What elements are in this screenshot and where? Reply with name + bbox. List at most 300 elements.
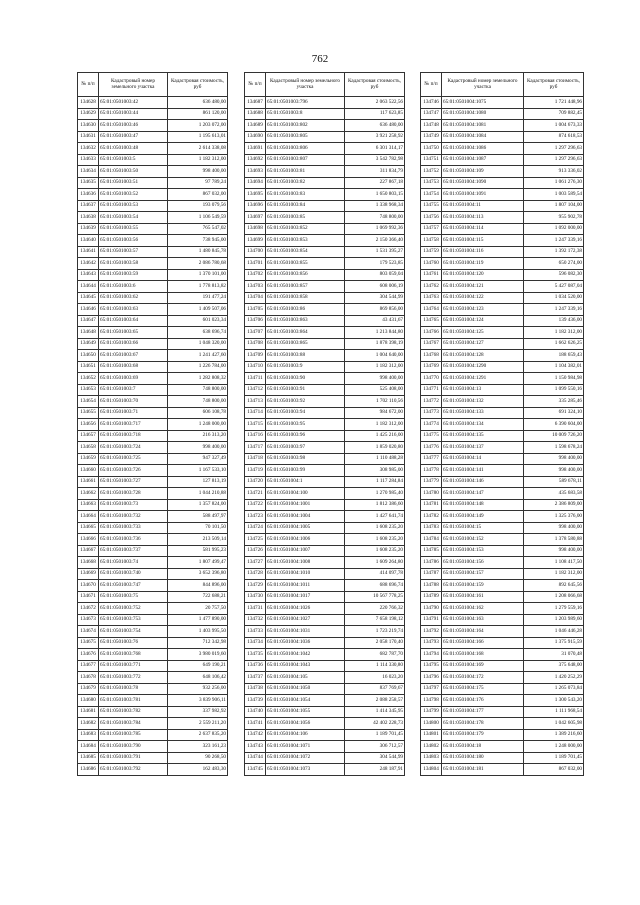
cadastral-value: 2 150 366,40	[345, 235, 405, 247]
cadastral-number: 65:01:0501004:1004	[266, 511, 345, 523]
cadastral-number: 65:01:0501004:172	[442, 672, 524, 684]
cadastral-value: 2 063 522,56	[345, 97, 405, 109]
cadastral-value: 861 120,00	[168, 108, 228, 120]
cadastral-value: 1 117 284,84	[345, 476, 405, 488]
row-number: 134743	[245, 741, 266, 753]
cadastral-number: 65:01:0501003:728	[99, 488, 168, 500]
cadastral-value: 648 106,42	[168, 672, 228, 684]
row-number: 134677	[78, 660, 99, 672]
cadastral-value: 435 683,58	[524, 488, 584, 500]
row-number: 134795	[421, 660, 442, 672]
cadastral-value: 1 150 984,98	[524, 373, 584, 385]
cadastral-value: 3 652 396,80	[168, 568, 228, 580]
cadastral-value: 1 608 235,20	[345, 522, 405, 534]
cadastral-number: 65:01:0501004:141	[442, 465, 524, 477]
cadastral-number: 65:01:0501004:1006	[266, 534, 345, 546]
cadastral-value: 1 608 235,20	[345, 534, 405, 546]
row-number: 134720	[245, 476, 266, 488]
cadastral-value: 1 282 808,32	[168, 373, 228, 385]
row-number: 134635	[78, 177, 99, 189]
row-number: 134715	[245, 419, 266, 431]
table-row	[78, 396, 228, 408]
cadastral-number: 65:01:0501003:791	[99, 752, 168, 764]
table-row	[421, 488, 584, 500]
table-row	[421, 373, 584, 385]
cadastral-value: 998 400,00	[524, 545, 584, 557]
table-row	[421, 143, 584, 155]
cadastral-number: 65:01:0501003:752	[99, 603, 168, 615]
cadastral-value: 947 327,49	[168, 453, 228, 465]
row-number: 134699	[245, 235, 266, 247]
row-number: 134733	[245, 626, 266, 638]
cadastral-value: 2 088 258,57	[345, 695, 405, 707]
row-number: 134703	[245, 281, 266, 293]
cadastral-number: 65:01:0501004:122	[442, 292, 524, 304]
cadastral-number: 65:01:0501004:1291	[442, 373, 524, 385]
cadastral-value: 1 297 296,63	[524, 154, 584, 166]
cadastral-number: 65:01:0501003:852	[266, 223, 345, 235]
row-number: 134782	[421, 511, 442, 523]
row-number: 134748	[421, 120, 442, 132]
cadastral-value: 1 167 533,10	[168, 465, 228, 477]
cadastral-table-1	[77, 72, 228, 776]
table-row	[78, 212, 228, 224]
table-row	[245, 568, 405, 580]
cadastral-value: 1 279 559,16	[524, 603, 584, 615]
row-number: 134745	[245, 764, 266, 776]
cadastral-value: 70 101,50	[168, 522, 228, 534]
cadastral-value: 306 712,57	[345, 741, 405, 753]
table-row	[245, 430, 405, 442]
table-row	[78, 706, 228, 718]
cadastral-value: 1 226 784,00	[168, 361, 228, 373]
row-number: 134780	[421, 488, 442, 500]
row-number: 134740	[245, 706, 266, 718]
table-row	[78, 407, 228, 419]
row-number: 134788	[421, 580, 442, 592]
table-row	[245, 373, 405, 385]
table-row	[421, 315, 584, 327]
cadastral-value: 304 544,99	[345, 292, 405, 304]
table-row	[421, 649, 584, 661]
row-number: 134669	[78, 568, 99, 580]
cadastral-number: 65:01:0501004:115	[442, 235, 524, 247]
cadastral-value: 1 048 320,00	[168, 338, 228, 350]
cadastral-value: 139 436,00	[524, 315, 584, 327]
cadastral-value: 1 608 235,20	[345, 545, 405, 557]
row-number: 134768	[421, 350, 442, 362]
table-row	[421, 120, 584, 132]
row-number: 134632	[78, 143, 99, 155]
table-row	[245, 304, 405, 316]
table-row	[245, 407, 405, 419]
cadastral-value: 1 531 395,27	[345, 246, 405, 258]
row-number: 134674	[78, 626, 99, 638]
table-row	[421, 292, 584, 304]
cadastral-number: 65:01:0501004:128	[442, 350, 524, 362]
cadastral-number: 65:01:0501003:98	[266, 453, 345, 465]
table-row	[78, 545, 228, 557]
cadastral-number: 65:01:0501004:123	[442, 304, 524, 316]
row-number: 134762	[421, 281, 442, 293]
table-row	[78, 304, 228, 316]
table-row	[421, 568, 584, 580]
cadastral-number: 65:01:0501003:46	[99, 120, 168, 132]
table-row	[78, 442, 228, 454]
header-value: Кадастровая стоимость, руб	[345, 73, 405, 97]
row-number: 134712	[245, 384, 266, 396]
cadastral-number: 65:01:0501003:99	[266, 465, 345, 477]
cadastral-value: 1 300 543,20	[524, 695, 584, 707]
cadastral-value: 844 896,00	[168, 580, 228, 592]
cadastral-value: 682 787,70	[345, 649, 405, 661]
cadastral-value: 748 800,00	[345, 212, 405, 224]
cadastral-number: 65:01:0501003:64	[99, 315, 168, 327]
cadastral-number: 65:01:0501004:1075	[442, 97, 524, 109]
cadastral-value: 1 248 000,00	[524, 741, 584, 753]
cadastral-number: 65:01:0501004:18	[442, 741, 524, 753]
table-row	[421, 269, 584, 281]
table-row	[421, 603, 584, 615]
cadastral-number: 65:01:0501003:740	[99, 568, 168, 580]
table-row	[421, 764, 584, 776]
cadastral-value: 1 650 803,15	[345, 189, 405, 201]
row-number: 134725	[245, 534, 266, 546]
row-number: 134767	[421, 338, 442, 350]
row-number: 134637	[78, 200, 99, 212]
cadastral-number: 65:01:0501004:169	[442, 660, 524, 672]
table-row	[245, 361, 405, 373]
table-row	[245, 672, 405, 684]
cadastral-number: 65:01:0501003:747	[99, 580, 168, 592]
row-number: 134708	[245, 338, 266, 350]
cadastral-number: 65:01:0501004:100	[266, 488, 345, 500]
cadastral-value: 1 598 678,24	[524, 442, 584, 454]
table-row	[245, 258, 405, 270]
table-row	[421, 672, 584, 684]
cadastral-number: 65:01:0501003:853	[266, 235, 345, 247]
row-number: 134692	[245, 154, 266, 166]
table-row	[245, 177, 405, 189]
cadastral-value: 117 623,85	[345, 108, 405, 120]
cadastral-number: 65:01:0501004:159	[442, 580, 524, 592]
row-number: 134704	[245, 292, 266, 304]
row-number: 134676	[78, 649, 99, 661]
cadastral-value: 1 108 417,50	[524, 557, 584, 569]
cadastral-value: 3 921 258,92	[345, 131, 405, 143]
row-number: 134753	[421, 177, 442, 189]
cadastral-number: 65:01:0501004:1080	[442, 108, 524, 120]
cadastral-value: 688 696,74	[345, 580, 405, 592]
cadastral-number: 65:01:0501003:790	[99, 741, 168, 753]
row-number: 134666	[78, 534, 99, 546]
cadastral-number: 65:01:0501003:94	[266, 407, 345, 419]
cadastral-value: 1 375 915,59	[524, 637, 584, 649]
cadastral-number: 65:01:0501004:181	[442, 764, 524, 776]
cadastral-number: 65:01:0501003:47	[99, 131, 168, 143]
cadastral-number: 65:01:0501003:91	[266, 384, 345, 396]
row-number: 134633	[78, 154, 99, 166]
row-number: 134800	[421, 718, 442, 730]
cadastral-value: 3 542 782,98	[345, 154, 405, 166]
row-number: 134696	[245, 200, 266, 212]
cadastral-value: 3 839 906,11	[168, 695, 228, 707]
cadastral-value: 1 106 549,59	[168, 212, 228, 224]
table-row	[421, 200, 584, 212]
row-number: 134761	[421, 269, 442, 281]
table-row	[421, 453, 584, 465]
cadastral-value: 1 427 641,74	[345, 511, 405, 523]
table-row	[78, 143, 228, 155]
cadastral-number: 65:01:0501004:1086	[442, 143, 524, 155]
cadastral-value: 20 757,50	[168, 603, 228, 615]
cadastral-value: 608 006,19	[345, 281, 405, 293]
header-value: Кадастровая стоимость, руб	[168, 73, 228, 97]
row-number: 134660	[78, 465, 99, 477]
table-row	[421, 557, 584, 569]
row-number: 134742	[245, 729, 266, 741]
table-row	[78, 672, 228, 684]
cadastral-value: 1 270 985,40	[345, 488, 405, 500]
cadastral-value: 1 203 989,60	[524, 614, 584, 626]
cadastral-number: 65:01:0501003:727	[99, 476, 168, 488]
table-row	[245, 465, 405, 477]
row-number: 134701	[245, 258, 266, 270]
cadastral-number: 65:01:0501003:717	[99, 419, 168, 431]
row-number: 134665	[78, 522, 99, 534]
table-row	[245, 453, 405, 465]
cadastral-number: 65:01:0501003:863	[266, 315, 345, 327]
row-number: 134630	[78, 120, 99, 132]
cadastral-table-2	[244, 72, 405, 776]
cadastral-number: 65:01:0501003:792	[99, 764, 168, 776]
table-row	[78, 637, 228, 649]
cadastral-value: 998 400,00	[524, 453, 584, 465]
row-number: 134690	[245, 131, 266, 143]
table-row	[78, 258, 228, 270]
row-number: 134686	[78, 764, 99, 776]
cadastral-number: 65:01:0501003:782	[99, 706, 168, 718]
table-row	[78, 269, 228, 281]
cadastral-number: 65:01:0501003:855	[266, 258, 345, 270]
table-row	[78, 660, 228, 672]
row-number: 134773	[421, 407, 442, 419]
cadastral-value: 748 800,00	[168, 396, 228, 408]
table-row	[78, 729, 228, 741]
cadastral-value: 216 313,20	[168, 430, 228, 442]
cadastral-number: 65:01:0501003:858	[266, 292, 345, 304]
row-number: 134716	[245, 430, 266, 442]
table-row	[78, 752, 228, 764]
cadastral-value: 596 082,30	[524, 269, 584, 281]
cadastral-value: 1 004 673,33	[524, 120, 584, 132]
table-row	[245, 327, 405, 339]
cadastral-number: 65:01:0501004:121	[442, 281, 524, 293]
cadastral-table-3	[420, 72, 584, 776]
table-row	[245, 718, 405, 730]
table-row	[421, 580, 584, 592]
row-number: 134646	[78, 304, 99, 316]
table-row	[421, 97, 584, 109]
row-number: 134741	[245, 718, 266, 730]
table-row	[245, 511, 405, 523]
cadastral-value: 1 878 398,19	[345, 338, 405, 350]
row-number: 134672	[78, 603, 99, 615]
table-row	[245, 626, 405, 638]
table-row	[78, 453, 228, 465]
cadastral-number: 65:01:0501004:1005	[266, 522, 345, 534]
cadastral-number: 65:01:0501004:157	[442, 568, 524, 580]
row-number: 134656	[78, 419, 99, 431]
table-row	[421, 396, 584, 408]
row-number: 134662	[78, 488, 99, 500]
table-row	[245, 534, 405, 546]
row-number: 134776	[421, 442, 442, 454]
table-row	[245, 246, 405, 258]
cadastral-value: 712 342,98	[168, 637, 228, 649]
cadastral-number: 65:01:0501003:97	[266, 442, 345, 454]
table-row	[78, 292, 228, 304]
row-number: 134648	[78, 327, 99, 339]
row-number: 134755	[421, 200, 442, 212]
table-row	[421, 465, 584, 477]
cadastral-value: 337 982,92	[168, 706, 228, 718]
table-row	[421, 235, 584, 247]
row-number: 134693	[245, 166, 266, 178]
table-row	[245, 764, 405, 776]
table-row	[78, 166, 228, 178]
row-number: 134760	[421, 258, 442, 270]
cadastral-value: 1 248 000,00	[168, 419, 228, 431]
row-number: 134695	[245, 189, 266, 201]
row-number: 134654	[78, 396, 99, 408]
cadastral-value: 1 004 640,00	[345, 350, 405, 362]
cadastral-value: 1 247 339,16	[524, 235, 584, 247]
row-number: 134802	[421, 741, 442, 753]
cadastral-number: 65:01:0501003:56	[99, 235, 168, 247]
cadastral-value: 874 618,53	[524, 131, 584, 143]
cadastral-value: 90 268,50	[168, 752, 228, 764]
cadastral-value: 179 523,85	[345, 258, 405, 270]
cadastral-value: 636 480,00	[168, 97, 228, 109]
cadastral-value: 16 023,20	[345, 672, 405, 684]
row-number: 134719	[245, 465, 266, 477]
cadastral-value: 1 104 382,01	[524, 361, 584, 373]
row-number: 134713	[245, 396, 266, 408]
cadastral-value: 1 859 020,80	[345, 442, 405, 454]
cadastral-value: 1 182 312,00	[345, 361, 405, 373]
cadastral-number: 65:01:0501003:796	[266, 97, 345, 109]
cadastral-number: 65:01:0501004:134	[442, 419, 524, 431]
row-number: 134789	[421, 591, 442, 603]
cadastral-value: 1 662 626,25	[524, 338, 584, 350]
cadastral-tables	[77, 72, 587, 862]
row-number: 134730	[245, 591, 266, 603]
cadastral-value: 1 044 210,88	[168, 488, 228, 500]
cadastral-number: 65:01:0501003:7	[99, 384, 168, 396]
cadastral-value: 308 985,00	[345, 465, 405, 477]
cadastral-value: 837 769,67	[345, 683, 405, 695]
cadastral-number: 65:01:0501004:175	[442, 683, 524, 695]
cadastral-number: 65:01:0501003:737	[99, 545, 168, 557]
table-row	[421, 729, 584, 741]
table-row	[78, 281, 228, 293]
row-number: 134803	[421, 752, 442, 764]
cadastral-number: 65:01:0501004:127	[442, 338, 524, 350]
cadastral-value: 636 480,00	[345, 120, 405, 132]
cadastral-number: 65:01:0501003:57	[99, 246, 168, 258]
cadastral-number: 65:01:0501004:133	[442, 407, 524, 419]
cadastral-value: 304 544,99	[345, 752, 405, 764]
table-row	[78, 235, 228, 247]
table-row	[78, 223, 228, 235]
cadastral-number: 65:01:0501004:1042	[266, 649, 345, 661]
cadastral-number: 65:01:0501004:1290	[442, 361, 524, 373]
header-cadastral: Кадастровый номер земельного участка	[442, 73, 524, 97]
table-row	[421, 626, 584, 638]
row-number: 134798	[421, 695, 442, 707]
row-number: 134784	[421, 534, 442, 546]
table-row	[78, 338, 228, 350]
cadastral-number: 65:01:0501004:1010	[266, 568, 345, 580]
table-row	[421, 660, 584, 672]
table-row	[245, 649, 405, 661]
table-row	[245, 729, 405, 741]
cadastral-value: 1 265 073,84	[524, 683, 584, 695]
table-row	[78, 511, 228, 523]
cadastral-number: 65:01:0501004:1031	[266, 626, 345, 638]
table-row	[245, 189, 405, 201]
cadastral-value: 738 945,00	[168, 235, 228, 247]
table-row	[78, 373, 228, 385]
cadastral-value: 43 431,67	[345, 315, 405, 327]
table-row	[421, 189, 584, 201]
table-row	[421, 637, 584, 649]
cadastral-value: 323 161,23	[168, 741, 228, 753]
row-number: 134706	[245, 315, 266, 327]
row-number: 134647	[78, 315, 99, 327]
cadastral-value: 1 609 264,80	[345, 557, 405, 569]
row-number: 134731	[245, 603, 266, 615]
row-number: 134769	[421, 361, 442, 373]
cadastral-number: 65:01:0501004:125	[442, 327, 524, 339]
table-row	[78, 200, 228, 212]
cadastral-value: 1 042 605,98	[524, 718, 584, 730]
row-number: 134723	[245, 511, 266, 523]
cadastral-value: 1 378 580,88	[524, 534, 584, 546]
table-row	[245, 442, 405, 454]
row-number: 134678	[78, 672, 99, 684]
cadastral-value: 1 189 701,45	[524, 752, 584, 764]
cadastral-value: 7 658 198,12	[345, 614, 405, 626]
cadastral-number: 65:01:0501004:124	[442, 315, 524, 327]
table-row	[421, 361, 584, 373]
table-row	[245, 108, 405, 120]
cadastral-number: 65:01:0501003:733	[99, 522, 168, 534]
cadastral-value: 869 856,00	[345, 304, 405, 316]
row-number: 134764	[421, 304, 442, 316]
cadastral-number: 65:01:0501003:724	[99, 442, 168, 454]
cadastral-number: 65:01:0501004:1017	[266, 591, 345, 603]
row-number: 134652	[78, 373, 99, 385]
cadastral-number: 65:01:0501004:14	[442, 453, 524, 465]
cadastral-number: 65:01:0501004:109	[442, 166, 524, 178]
table-row	[421, 246, 584, 258]
cadastral-value: 1 213 844,80	[345, 327, 405, 339]
table-row	[245, 419, 405, 431]
cadastral-value: 10 567 778,25	[345, 591, 405, 603]
cadastral-value: 1 182 312,00	[168, 154, 228, 166]
